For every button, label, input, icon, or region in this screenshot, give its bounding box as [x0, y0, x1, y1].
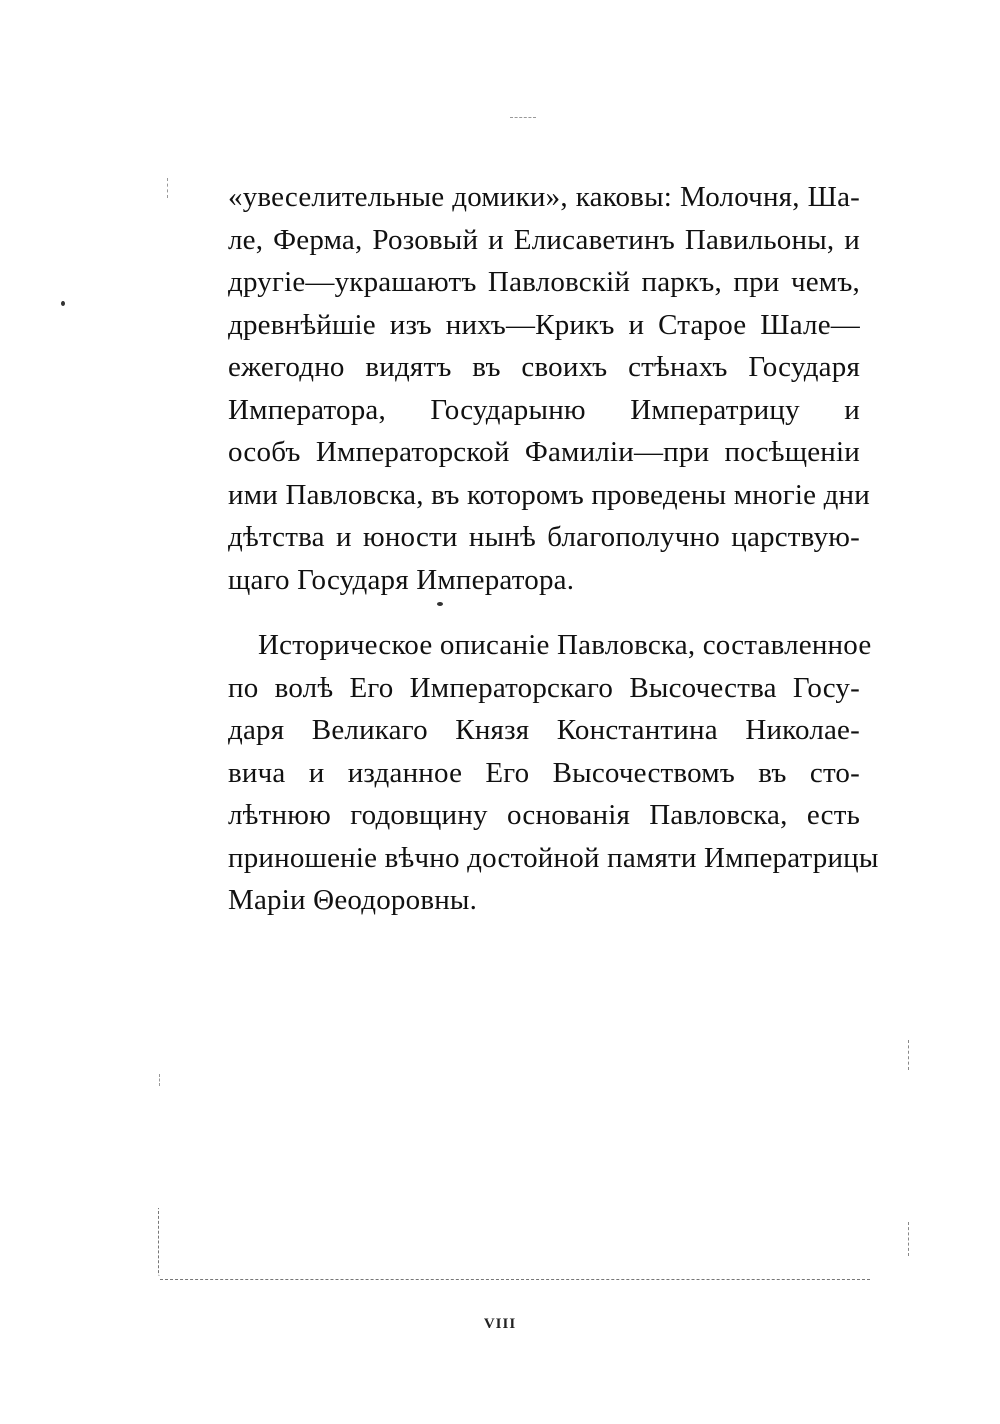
paragraph-1-line: «увеселительные домики», каковы: Молочня, Ша- [228, 181, 860, 213]
paragraph-1-line: ими Павловска, въ которомъ проведены многіе дни [228, 478, 870, 511]
paragraph-2-line: даря Великаго Князя Константина Николае- [228, 714, 860, 746]
paragraph-1-line: древнѣйшіе изъ нихъ—Крикъ и Старое Шале— [228, 308, 860, 341]
scan-mark-top [510, 117, 536, 119]
scan-mark-right-lower [908, 1222, 910, 1256]
paragraph-1-line: особъ Императорской Фамиліи—при посѣщеніи [228, 436, 860, 468]
paragraph-2-line: лѣтнюю годовщину основанія Павловска, есть [228, 799, 860, 831]
paragraph-2-line: приношеніе вѣчно достойной памяти Императрицы [228, 841, 879, 874]
ink-dot-separator [437, 602, 443, 606]
paragraph-1-line: дѣтства и юности нынѣ благополучно царствую- [228, 521, 860, 553]
scan-speck-left [61, 301, 65, 306]
paragraph-2-line: вича и изданное Его Высочествомъ въ сто- [228, 756, 860, 789]
paragraph-1-line: Императора, Государыню Императрицу и [228, 393, 860, 426]
paragraph-2-line: Историческое описаніе Павловска, составленное [258, 629, 872, 661]
paragraph-1-line: щаго Государя Императора. [228, 563, 575, 596]
paragraph-2 [228, 624, 879, 922]
paragraph-2-line: по волѣ Его Императорскаго Высочества Госу- [228, 671, 860, 704]
paragraph-2-line: Маріи Θеодоровны. [228, 884, 478, 916]
scan-mark-left-lower [159, 1074, 161, 1086]
scan-edge-bottom [160, 1279, 870, 1281]
paragraph-1 [228, 176, 870, 601]
paragraph-1-line: ле, Ферма, Розовый и Елисаветинъ Павильоны, и [228, 223, 860, 256]
paragraph-1-line: другіе—украшаютъ Павловскій паркъ, при чемъ, [228, 266, 860, 298]
scan-mark-right-upper [908, 1040, 910, 1070]
page-number: VIII [483, 1316, 517, 1332]
scan-edge-left [158, 1208, 160, 1276]
scan-mark-left-upper [167, 178, 169, 198]
paragraph-1-line: ежегодно видятъ въ своихъ стѣнахъ Государя [228, 351, 860, 383]
